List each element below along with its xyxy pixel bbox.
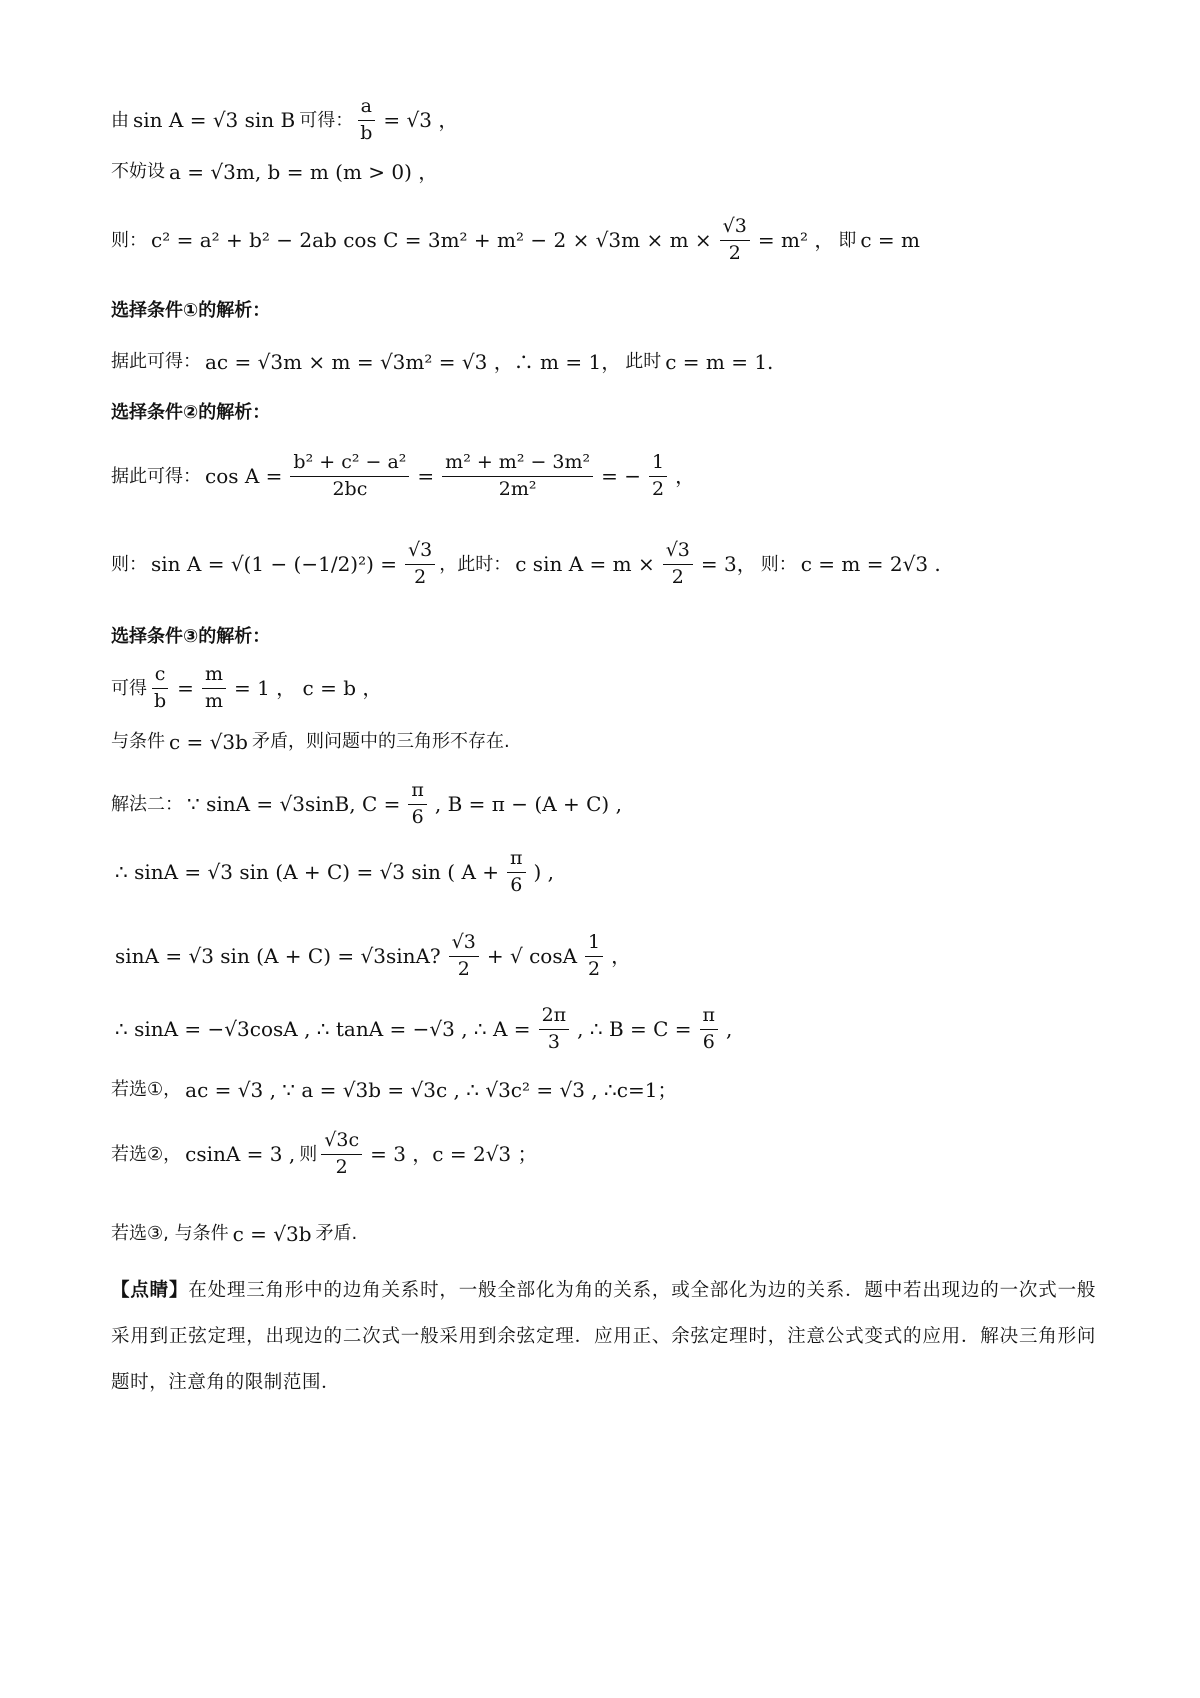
- fraction: [321, 1130, 362, 1179]
- line-text: 则: [299, 1143, 318, 1165]
- denominator: 2m²: [498, 477, 537, 500]
- equation: ) ,: [533, 860, 555, 885]
- equation: = −: [601, 464, 642, 489]
- equation: c = √3b: [169, 730, 248, 754]
- equation: c² = a² + b² − 2ab cos C = 3m² + m² − 2 × √3m × m ×: [151, 228, 712, 253]
- numerator: √3: [663, 540, 693, 565]
- line-text: 则：: [111, 553, 147, 575]
- equation: sinA = √3 sin (A + C) = √3sinA?: [115, 944, 441, 969]
- line-text: 不妨设: [111, 161, 165, 183]
- numerator: 1: [585, 932, 603, 957]
- line-text: 此时: [625, 351, 662, 373]
- solution-line-6: [111, 540, 945, 589]
- line-text: ，此时：: [439, 553, 512, 575]
- numerator: π: [507, 848, 526, 873]
- solution-line-13: [111, 1078, 681, 1102]
- equation: ac = √3m × m = √3m² = √3 ，∴ m = 1，: [205, 350, 622, 374]
- line-text: 可得: [111, 677, 147, 699]
- line-text: 据此可得：: [111, 465, 201, 487]
- equation: , ∴ B = C =: [577, 1017, 692, 1042]
- fraction: [408, 780, 427, 829]
- numerator: √3: [720, 216, 750, 241]
- equation: c = √3b: [232, 1222, 312, 1246]
- key-point-note: [111, 1268, 1096, 1406]
- equation: c = m: [860, 228, 920, 253]
- denominator: 2: [588, 957, 601, 980]
- equation: c sin A = m ×: [515, 552, 655, 577]
- fraction: [507, 848, 526, 897]
- denominator: 3: [547, 1030, 560, 1053]
- solution-line-10: [111, 848, 558, 897]
- solution-line-9: [111, 780, 626, 829]
- note-tag: 【点睛】: [111, 1280, 189, 1301]
- fraction: [290, 452, 409, 501]
- numerator: 1: [649, 452, 667, 477]
- solution-line-1: [111, 96, 462, 145]
- fraction: [539, 1005, 570, 1054]
- equation: = m² ，: [757, 228, 835, 253]
- numerator: m² + m² − 3m²: [442, 452, 593, 477]
- section-heading-3: 选择条件③的解析：: [111, 626, 271, 647]
- line-text: 由: [111, 109, 129, 131]
- fraction: [449, 932, 479, 981]
- numerator: m: [202, 664, 226, 689]
- fraction: [649, 452, 667, 501]
- equation: = 3 ，c = 2√3 ；: [370, 1142, 538, 1167]
- equation: ，: [611, 944, 632, 969]
- fraction: [357, 96, 375, 145]
- equation: a = √3m, b = m (m > 0) ，: [169, 160, 439, 184]
- fraction: [700, 1005, 719, 1054]
- solution-line-12: [111, 1005, 736, 1054]
- denominator: 2: [335, 1155, 348, 1178]
- equation: csinA = 3 ,: [185, 1142, 296, 1167]
- equals-sign: =: [177, 676, 194, 701]
- solution-line-4: [111, 350, 777, 374]
- fraction: [405, 540, 435, 589]
- denominator: 6: [411, 805, 424, 828]
- line-text: 可得：: [299, 109, 354, 131]
- equation: = √3 ，: [383, 108, 459, 133]
- denominator: b: [154, 689, 167, 712]
- line-text: 矛盾，则问题中的三角形不存在.: [251, 731, 510, 753]
- denominator: 2: [457, 957, 470, 980]
- fraction: [442, 452, 593, 501]
- denominator: m: [204, 689, 223, 712]
- equation: sin A = √3 sin B: [133, 108, 296, 133]
- solution-line-5: [111, 452, 699, 501]
- equation: ac = √3 , ∵ a = √3b = √3c , ∴ √3c² = √3 , ∴c=1；: [185, 1078, 678, 1102]
- fraction: [151, 664, 169, 713]
- equation: ，: [675, 464, 696, 489]
- solution-line-7: [111, 664, 386, 713]
- equation: sin A = √(1 − (−1/2)²) =: [151, 552, 398, 577]
- numerator: a: [358, 96, 375, 121]
- solution-line-11: [111, 932, 635, 981]
- line-text: 则：: [111, 229, 147, 251]
- equals-sign: =: [417, 464, 435, 489]
- section-heading-2: 选择条件②的解析：: [111, 402, 271, 423]
- section-heading-1: 选择条件①的解析：: [111, 300, 271, 321]
- equation: + √ cosA: [486, 944, 578, 969]
- equation: , B = π − (A + C) ,: [434, 792, 622, 817]
- line-text: 即: [838, 229, 857, 251]
- numerator: c: [152, 664, 169, 689]
- equation: ∴ sinA = √3 sin (A + C) = √3 sin ( A +: [115, 860, 500, 885]
- denominator: 2: [414, 565, 427, 588]
- fraction: [663, 540, 693, 589]
- numerator: π: [700, 1005, 719, 1030]
- line-text: 与条件: [111, 731, 165, 753]
- numerator: b² + c² − a²: [290, 452, 409, 477]
- line-text: 矛盾.: [315, 1223, 358, 1245]
- equation: ,: [726, 1017, 733, 1042]
- fraction: [720, 216, 750, 265]
- equation: cos A =: [205, 464, 283, 489]
- solution-line-14: [111, 1130, 542, 1179]
- line-text: 若选①，: [111, 1079, 182, 1101]
- equation: ∴ sinA = −√3cosA , ∴ tanA = −√3 , ∴ A =: [115, 1017, 531, 1042]
- equation: ∵ sinA = √3sinB, C =: [187, 792, 401, 817]
- fraction: [585, 932, 603, 981]
- equation: c = m = 1.: [665, 350, 774, 374]
- line-text: 解法二：: [111, 793, 183, 815]
- equation: c = m = 2√3 .: [800, 552, 941, 577]
- denominator: 2bc: [332, 477, 368, 500]
- fraction: [202, 664, 226, 713]
- denominator: 6: [510, 873, 523, 896]
- denominator: b: [360, 121, 373, 144]
- solution-line-15: [111, 1222, 357, 1246]
- denominator: 2: [652, 477, 665, 500]
- note-text: 在处理三角形中的边角关系时，一般全部化为角的关系，或全部化为边的关系．题中若出现边的一次式一般采用到正弦定理，出现边的二次式一般采用到余弦定理．应用正、余弦定理时，注意公式变式的应用．解决三角形问题时，注意角的限制范围．: [111, 1280, 1096, 1393]
- solution-line-2: [111, 160, 442, 184]
- denominator: 2: [728, 241, 741, 264]
- line-text: 若选③, 与条件: [111, 1223, 229, 1245]
- line-text: 则：: [760, 553, 797, 575]
- line-text: 据此可得：: [111, 351, 201, 373]
- equation: = 3，: [700, 552, 757, 577]
- denominator: 6: [702, 1030, 715, 1053]
- numerator: √3c: [321, 1130, 362, 1155]
- numerator: 2π: [539, 1005, 570, 1030]
- line-text: 若选②，: [111, 1143, 182, 1165]
- solution-line-8: [111, 730, 510, 754]
- denominator: 2: [671, 565, 684, 588]
- numerator: √3: [449, 932, 479, 957]
- solution-line-3: [111, 216, 924, 265]
- equation: = 1 ， c = b ，: [233, 676, 383, 701]
- numerator: π: [408, 780, 427, 805]
- numerator: √3: [405, 540, 435, 565]
